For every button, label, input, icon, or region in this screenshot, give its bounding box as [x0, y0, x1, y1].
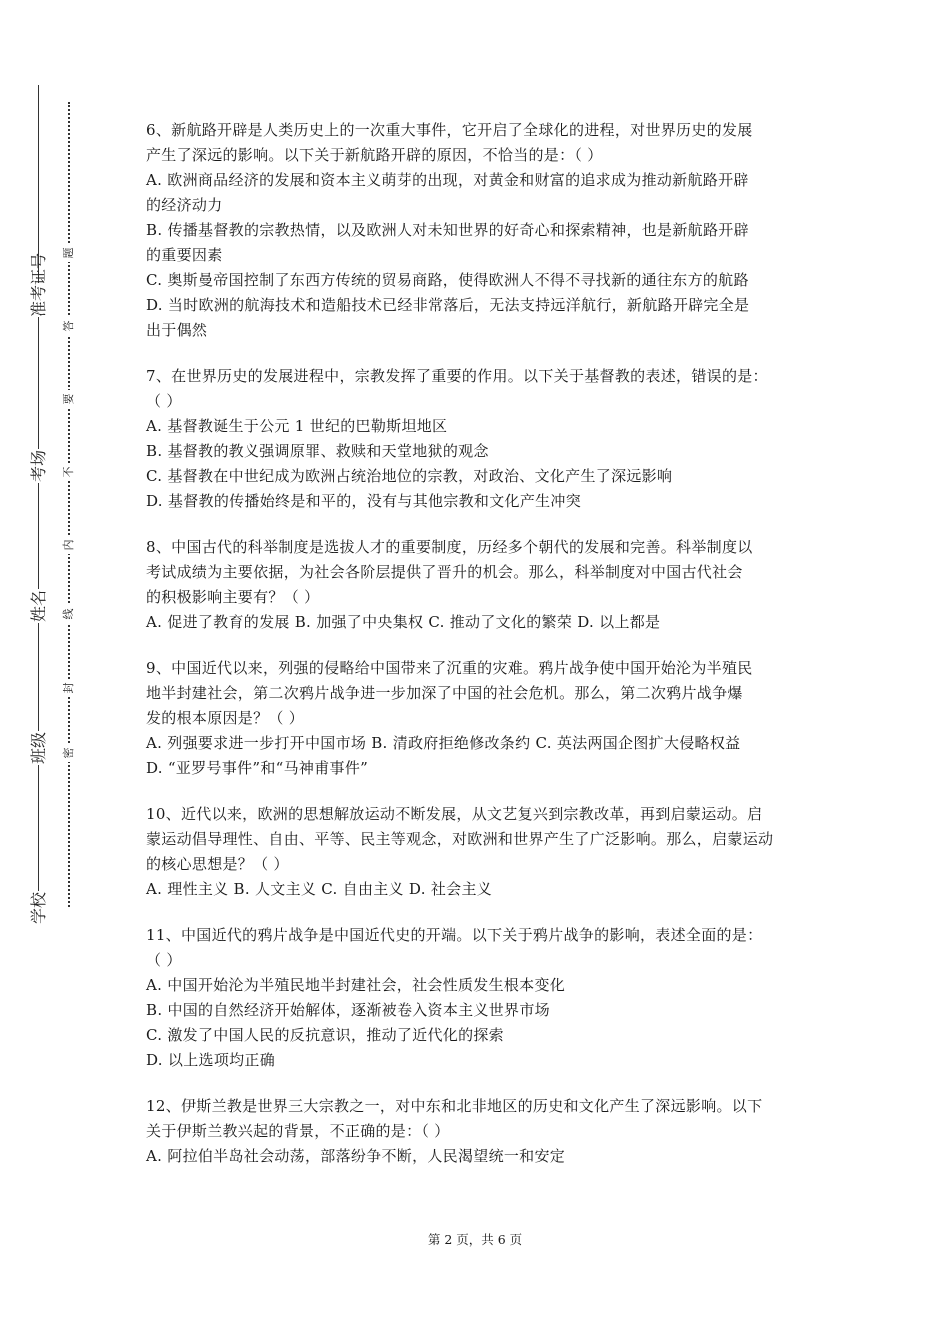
- answer-bracket: （ ）: [146, 392, 182, 410]
- seal-char: 线: [61, 605, 77, 623]
- option-a: A. 阿拉伯半岛社会动荡，部落纷争不断，人民渴望统一和安定: [146, 1147, 566, 1165]
- question-10: [146, 802, 814, 902]
- question-text: 9、中国近代以来，列强的侵略给中国带来了沉重的灾难。鸦片战争使中国开始沦为半殖民: [146, 659, 753, 677]
- question-list: [146, 118, 814, 1190]
- question-text: 关于伊斯兰教兴起的背景，不正确的是：（ ）: [146, 1122, 450, 1140]
- options-row: A. 列强要求进一步打开中国市场 B. 清政府拒绝修改条约 C. 英法两国企图扩大侵略权益: [146, 734, 741, 752]
- seal-char: 要: [61, 390, 77, 408]
- option-b-cont: 的重要因素: [146, 246, 223, 264]
- question-6: [146, 118, 814, 343]
- label-name: 姓名: [29, 590, 48, 623]
- question-text: 10、近代以来，欧洲的思想解放运动不断发展，从文艺复兴到宗教改革，再到启蒙运动。启: [146, 805, 763, 823]
- option-d-cont: 出于偶然: [146, 321, 208, 339]
- seal-char: 答: [61, 317, 77, 335]
- label-exam-room: 考场: [29, 450, 48, 483]
- label-class: 班级: [29, 732, 48, 765]
- question-9: [146, 656, 814, 781]
- binding-solid-line: [38, 85, 39, 925]
- label-school: 学校: [29, 892, 48, 925]
- option-d: D. 以上选项均正确: [146, 1051, 276, 1069]
- question-text: 的核心思想是？（ ）: [146, 855, 289, 873]
- option-a: A. 基督教诞生于公元 1 世纪的巴勒斯坦地区: [146, 417, 448, 435]
- binding-dotted-line: [68, 102, 70, 907]
- option-c: C. 基督教在中世纪成为欧洲占统治地位的宗教，对政治、文化产生了深远影响: [146, 467, 673, 485]
- binding-strip: [0, 0, 90, 1344]
- question-text: 发的根本原因是？（ ）: [146, 709, 305, 727]
- option-d: D. 基督教的传播始终是和平的，没有与其他宗教和文化产生冲突: [146, 492, 582, 510]
- option-b: B. 基督教的教义强调原罪、救赎和天堂地狱的观念: [146, 442, 489, 460]
- question-text: 地半封建社会，第二次鸦片战争进一步加深了中国的社会危机。那么，第二次鸦片战争爆: [146, 684, 743, 702]
- question-11: [146, 923, 814, 1073]
- options-row: A. 理性主义 B. 人文主义 C. 自由主义 D. 社会主义: [146, 880, 493, 898]
- seal-char: 密: [61, 744, 77, 762]
- label-exam-id: 准考证号: [29, 252, 48, 317]
- question-text: 7、在世界历史的发展进程中，宗教发挥了重要的作用。以下关于基督教的表述，错误的是：: [146, 367, 768, 385]
- option-b: B. 传播基督教的宗教热情，以及欧洲人对未知世界的好奇心和探索精神，也是新航路开辟: [146, 221, 749, 239]
- seal-char: 封: [61, 679, 77, 697]
- option-a: A. 中国开始沦为半殖民地半封建社会，社会性质发生根本变化: [146, 976, 566, 994]
- option-a-cont: 的经济动力: [146, 196, 223, 214]
- question-text: 11、中国近代的鸦片战争是中国近代史的开端。以下关于鸦片战争的影响，表述全面的是：: [146, 926, 763, 944]
- question-7: [146, 364, 814, 514]
- options-row: A. 促进了教育的发展 B. 加强了中央集权 C. 推动了文化的繁荣 D. 以上都是: [146, 613, 661, 631]
- question-text: 的积极影响主要有？（ ）: [146, 588, 320, 606]
- question-text: 产生了深远的影响。以下关于新航路开辟的原因，不恰当的是：（ ）: [146, 146, 603, 164]
- question-text: 蒙运动倡导理性、自由、平等、民主等观念，对欧洲和世界产生了广泛影响。那么，启蒙运动: [146, 830, 774, 848]
- seal-char: 不: [61, 463, 77, 481]
- question-12: [146, 1094, 814, 1169]
- option-c: C. 奥斯曼帝国控制了东西方传统的贸易商路，使得欧洲人不得不寻找新的通往东方的航路: [146, 271, 749, 289]
- answer-bracket: （ ）: [146, 951, 182, 969]
- question-text: 8、中国古代的科举制度是选拔人才的重要制度，历经多个朝代的发展和完善。科举制度以: [146, 538, 753, 556]
- option-b: B. 中国的自然经济开始解体，逐渐被卷入资本主义世界市场: [146, 1001, 550, 1019]
- option-d: D. “亚罗号事件”和“马神甫事件”: [146, 759, 369, 777]
- page-number: 第 2 页，共 6 页: [427, 1232, 523, 1247]
- question-text: 考试成绩为主要依据，为社会各阶层提供了晋升的机会。那么，科举制度对中国古代社会: [146, 563, 743, 581]
- seal-char: 题: [61, 244, 77, 262]
- question-text: 6、新航路开辟是人类历史上的一次重大事件，它开启了全球化的进程，对世界历史的发展: [146, 121, 753, 139]
- seal-char: 内: [61, 536, 77, 554]
- option-d: D. 当时欧洲的航海技术和造船技术已经非常落后，无法支持远洋航行，新航路开辟完全是: [146, 296, 750, 314]
- option-c: C. 激发了中国人民的反抗意识，推动了近代化的探索: [146, 1026, 504, 1044]
- option-a: A. 欧洲商品经济的发展和资本主义萌芽的出现，对黄金和财富的追求成为推动新航路开辟: [146, 171, 749, 189]
- question-8: [146, 535, 814, 635]
- question-text: 12、伊斯兰教是世界三大宗教之一，对中东和北非地区的历史和文化产生了深远影响。以下: [146, 1097, 763, 1115]
